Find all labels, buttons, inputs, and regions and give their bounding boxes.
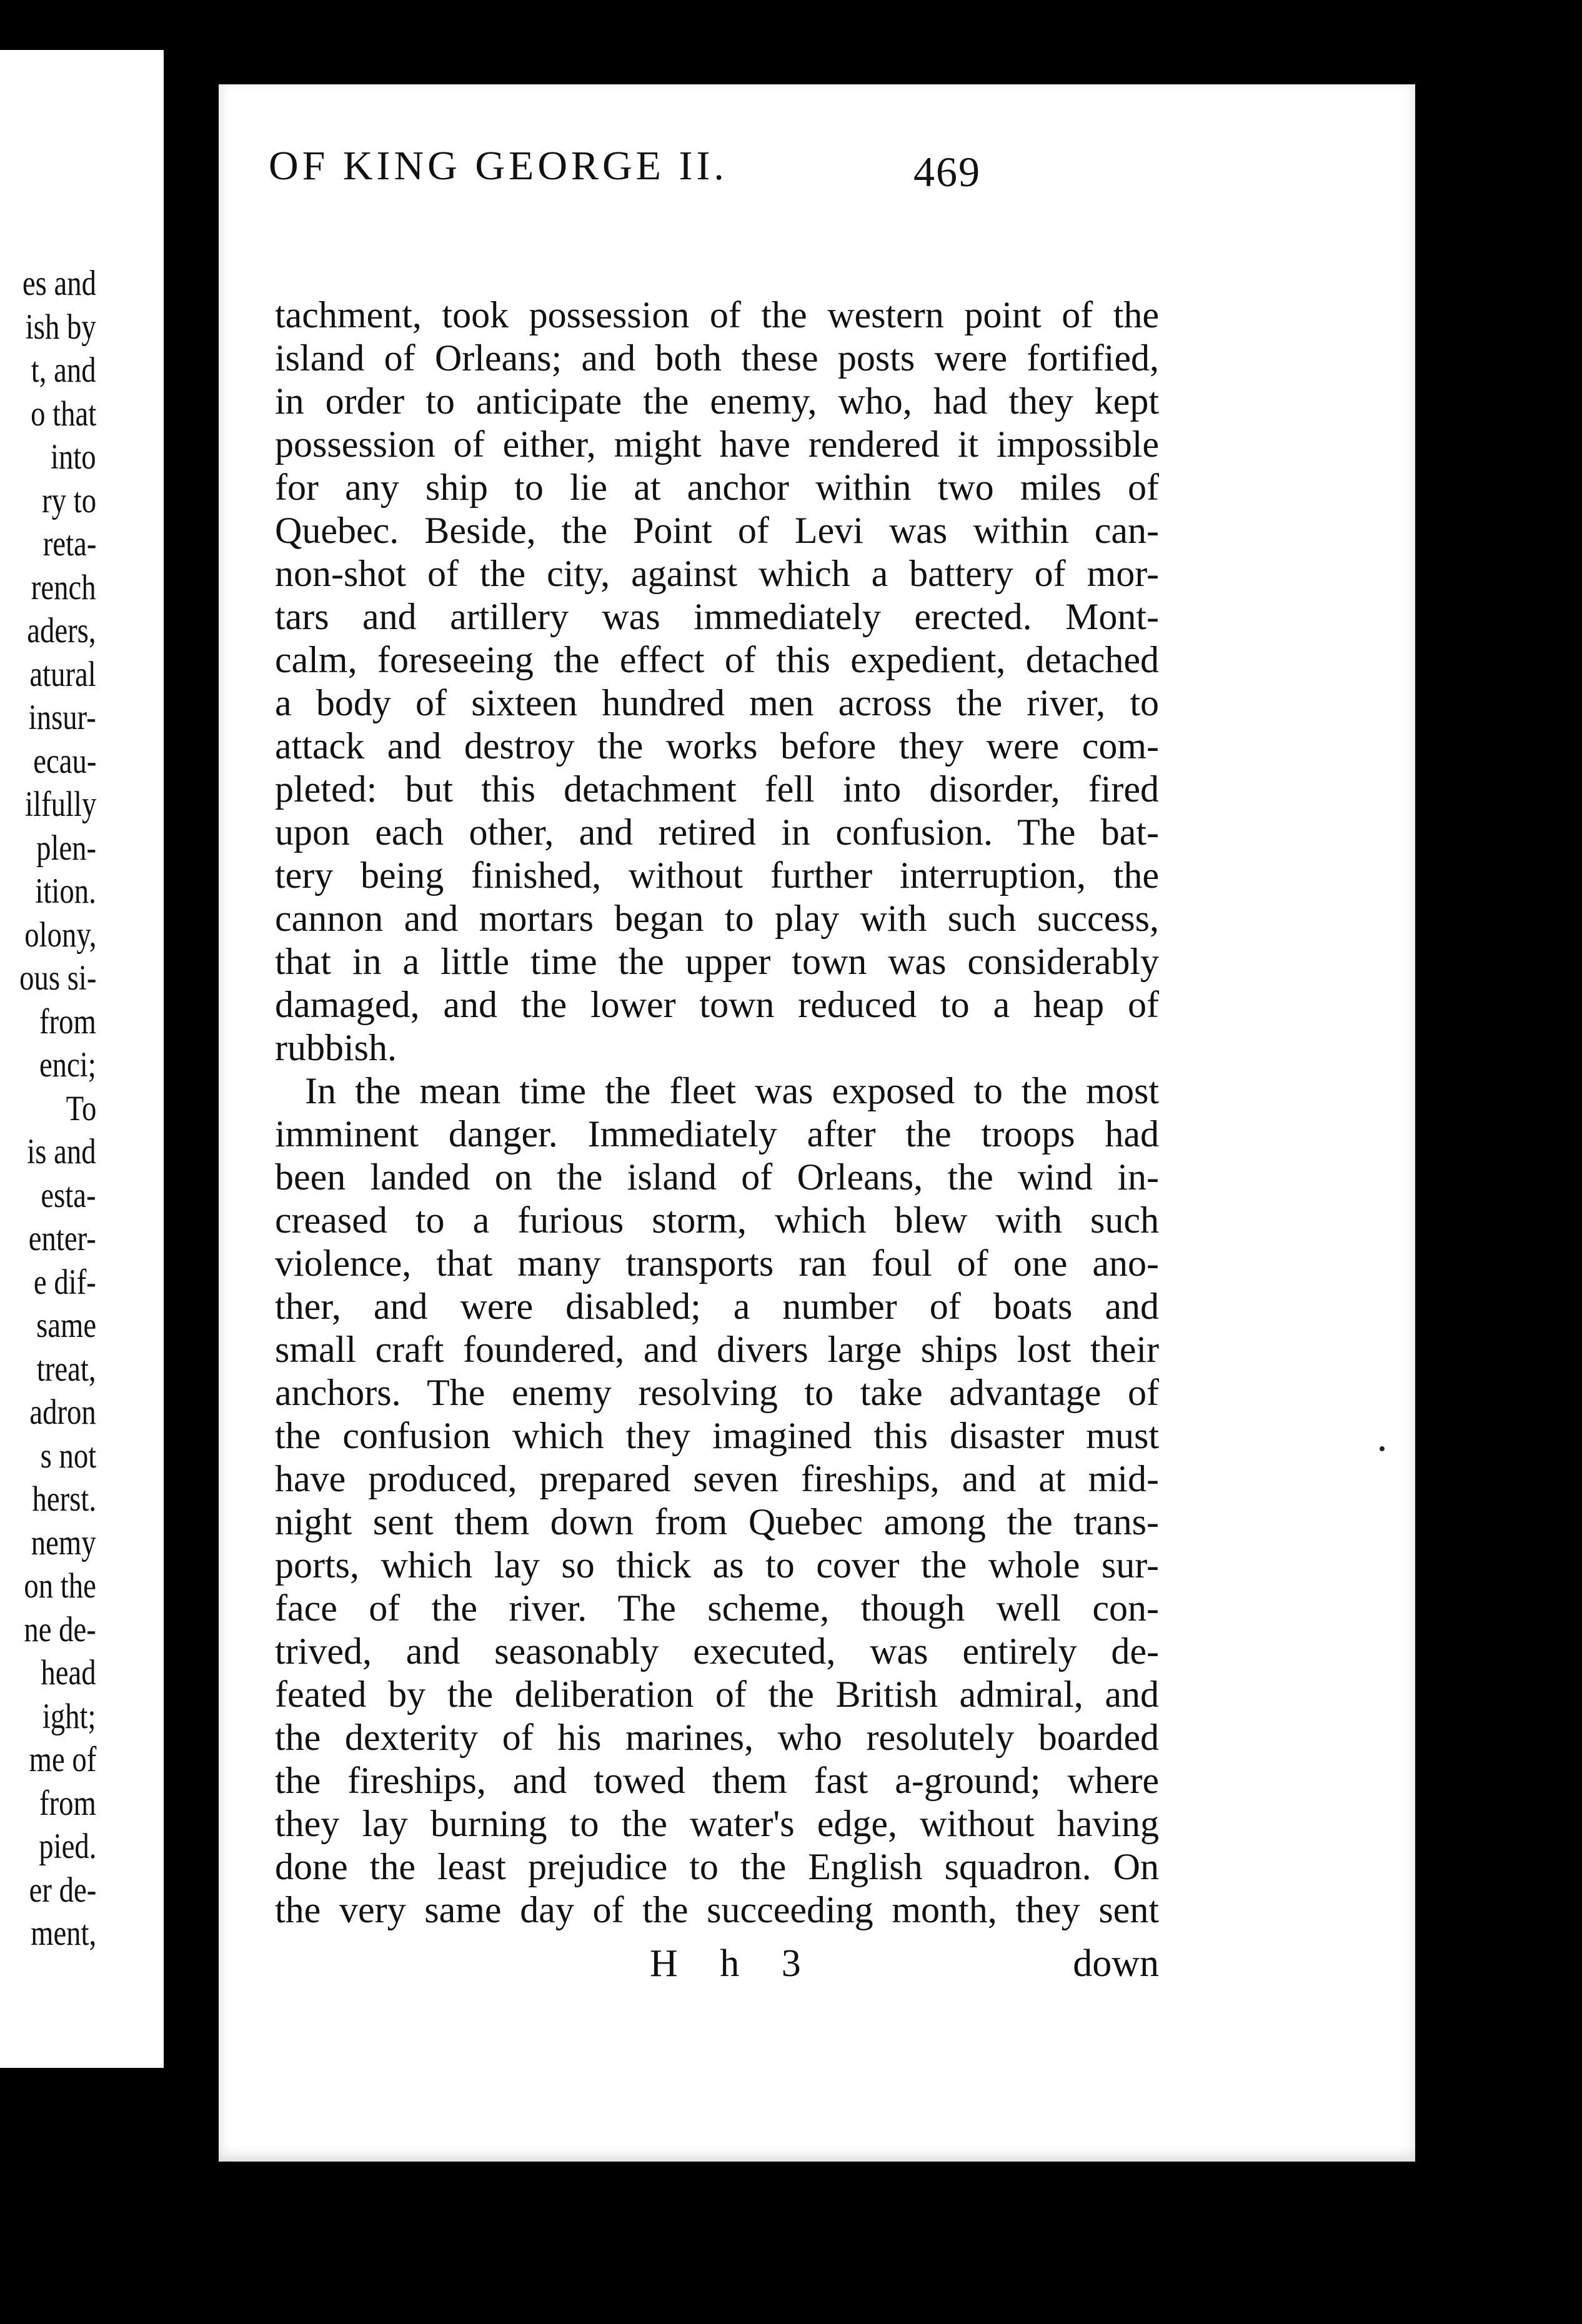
facing-page-line-fragment: on the: [24, 1566, 96, 1606]
facing-page-line-fragment: o that: [30, 394, 96, 434]
text-line: tery being finished, without further interruption, the: [275, 855, 1159, 896]
facing-page-line-fragment: reta-: [42, 524, 96, 564]
text-line: the very same day of the succeeding month, they sent: [275, 1889, 1159, 1930]
text-line: tars and artillery was immediately erected. Mont-: [275, 596, 1159, 637]
text-line: ports, which lay so thick as to cover the whole sur-: [275, 1544, 1159, 1586]
ink-speck: [1380, 1446, 1385, 1451]
facing-page-line-fragment: esta-: [41, 1175, 96, 1215]
text-line: anchors. The enemy resolving to take advantage of: [275, 1372, 1159, 1413]
facing-page-line-fragment: adron: [29, 1393, 96, 1432]
facing-page-line-fragment: To: [66, 1088, 96, 1128]
text-line: non-shot of the city, against which a battery of mor-: [275, 553, 1159, 594]
facing-page-line-fragment: es and: [22, 264, 96, 303]
facing-page-line-fragment: same: [36, 1306, 96, 1345]
text-line: face of the river. The scheme, though well con-: [275, 1587, 1159, 1629]
page-number: 469: [913, 148, 981, 196]
facing-page-line-fragment: treat,: [37, 1349, 96, 1389]
facing-page-line-fragment: ne de-: [24, 1609, 96, 1649]
facing-page-line-fragment: atural: [29, 654, 96, 694]
facing-page-line-fragment: head: [41, 1653, 96, 1692]
text-line: rubbish.: [275, 1027, 397, 1068]
text-line: trived, and seasonably executed, was entirely de-: [275, 1631, 1159, 1672]
catchword: down: [1073, 1942, 1159, 1985]
facing-page-line-fragment: ition.: [35, 872, 96, 911]
text-line: a body of sixteen hundred men across the river, to: [275, 682, 1159, 723]
facing-page-line-fragment: pied.: [38, 1827, 96, 1866]
running-head: OF KING GEORGE II.: [269, 143, 728, 189]
text-line: Quebec. Beside, the Point of Levi was within can-: [275, 510, 1159, 551]
facing-page-line-fragment: ecau-: [32, 741, 96, 781]
text-line: they lay burning to the water's edge, without having: [275, 1803, 1159, 1844]
facing-page-line-fragment: plen-: [36, 828, 96, 868]
facing-page-line-fragment: nemy: [31, 1522, 96, 1562]
text-line: calm, foreseeing the effect of this expedient, detached: [275, 639, 1159, 680]
text-line: feated by the deliberation of the British admiral, and: [275, 1674, 1159, 1715]
text-line: the dexterity of his marines, who resolutely boarded: [275, 1717, 1159, 1758]
text-line: that in a little time the upper town was considerably: [275, 941, 1159, 982]
facing-page-line-fragment: enci;: [39, 1045, 96, 1085]
text-line: in order to anticipate the enemy, who, had they kept: [275, 380, 1159, 422]
text-line: cannon and mortars began to play with such success,: [275, 898, 1159, 939]
facing-page-line-fragment: ight;: [42, 1696, 96, 1736]
text-line: attack and destroy the works before they were com-: [275, 725, 1159, 767]
text-line: been landed on the island of Orleans, the wind in-: [275, 1156, 1159, 1198]
text-line: done the least prejudice to the English squadron. On: [275, 1846, 1159, 1887]
facing-page-line-fragment: s not: [40, 1436, 96, 1476]
text-line: night sent them down from Quebec among the trans-: [275, 1501, 1159, 1542]
text-line: have produced, prepared seven fireships, and at mid-: [275, 1458, 1159, 1499]
facing-page-fragment: [0, 50, 164, 2068]
page-header: [269, 142, 1043, 205]
facing-page-line-fragment: enter-: [28, 1219, 96, 1258]
facing-page-line-fragment: from: [39, 1001, 96, 1041]
signature-mark: H h 3: [650, 1942, 817, 1985]
facing-page-line-fragment: herst.: [32, 1479, 96, 1519]
body-text: [275, 294, 1159, 1932]
text-line: possession of either, might have rendered it impossible: [275, 424, 1159, 465]
text-line: for any ship to lie at anchor within two miles of: [275, 467, 1159, 508]
text-line: upon each other, and retired in confusion. The bat-: [275, 812, 1159, 853]
facing-page-line-fragment: olony,: [24, 915, 96, 955]
text-line: small craft foundered, and divers large ships lost their: [275, 1329, 1159, 1370]
facing-page-line-fragment: ment,: [30, 1914, 96, 1953]
text-line: ther, and were disabled; a number of boats and: [275, 1286, 1159, 1327]
text-line: creased to a furious storm, which blew with such: [275, 1199, 1159, 1241]
facing-page-line-fragment: rench: [31, 567, 96, 607]
page-footer: [275, 1942, 1159, 1985]
text-line: imminent danger. Immediately after the troops had: [275, 1113, 1159, 1155]
text-line: violence, that many transports ran foul of one ano-: [275, 1243, 1159, 1284]
text-line: the confusion which they imagined this disaster must: [275, 1415, 1159, 1456]
facing-page-line-fragment: into: [51, 437, 96, 477]
book-gutter: [164, 0, 219, 2324]
facing-page-line-fragment: from: [39, 1783, 96, 1823]
facing-page-line-fragment: me of: [29, 1740, 96, 1779]
facing-page-line-fragment: is and: [27, 1132, 96, 1171]
facing-page-line-fragment: aders,: [27, 611, 96, 650]
text-line: In the mean time the fleet was exposed to the most: [305, 1070, 1159, 1111]
facing-page-line-fragment: insur-: [28, 698, 96, 737]
facing-page-line-fragment: e dif-: [34, 1262, 96, 1302]
facing-page-line-fragment: ous si-: [19, 958, 96, 998]
text-line: island of Orleans; and both these posts were fortified,: [275, 337, 1159, 379]
text-line: damaged, and the lower town reduced to a heap of: [275, 984, 1159, 1025]
facing-page-line-fragment: ilfully: [24, 785, 96, 824]
facing-page-line-fragment: ry to: [42, 480, 96, 520]
text-line: the fireships, and towed them fast a-ground; where: [275, 1760, 1159, 1801]
text-line: pleted: but this detachment fell into disorder, fired: [275, 768, 1159, 810]
facing-page-line-fragment: er de-: [29, 1870, 96, 1910]
text-line: tachment, took possession of the western point of the: [275, 294, 1159, 335]
facing-page-line-fragment: t, and: [31, 350, 96, 390]
facing-page-line-fragment: ish by: [26, 307, 96, 347]
